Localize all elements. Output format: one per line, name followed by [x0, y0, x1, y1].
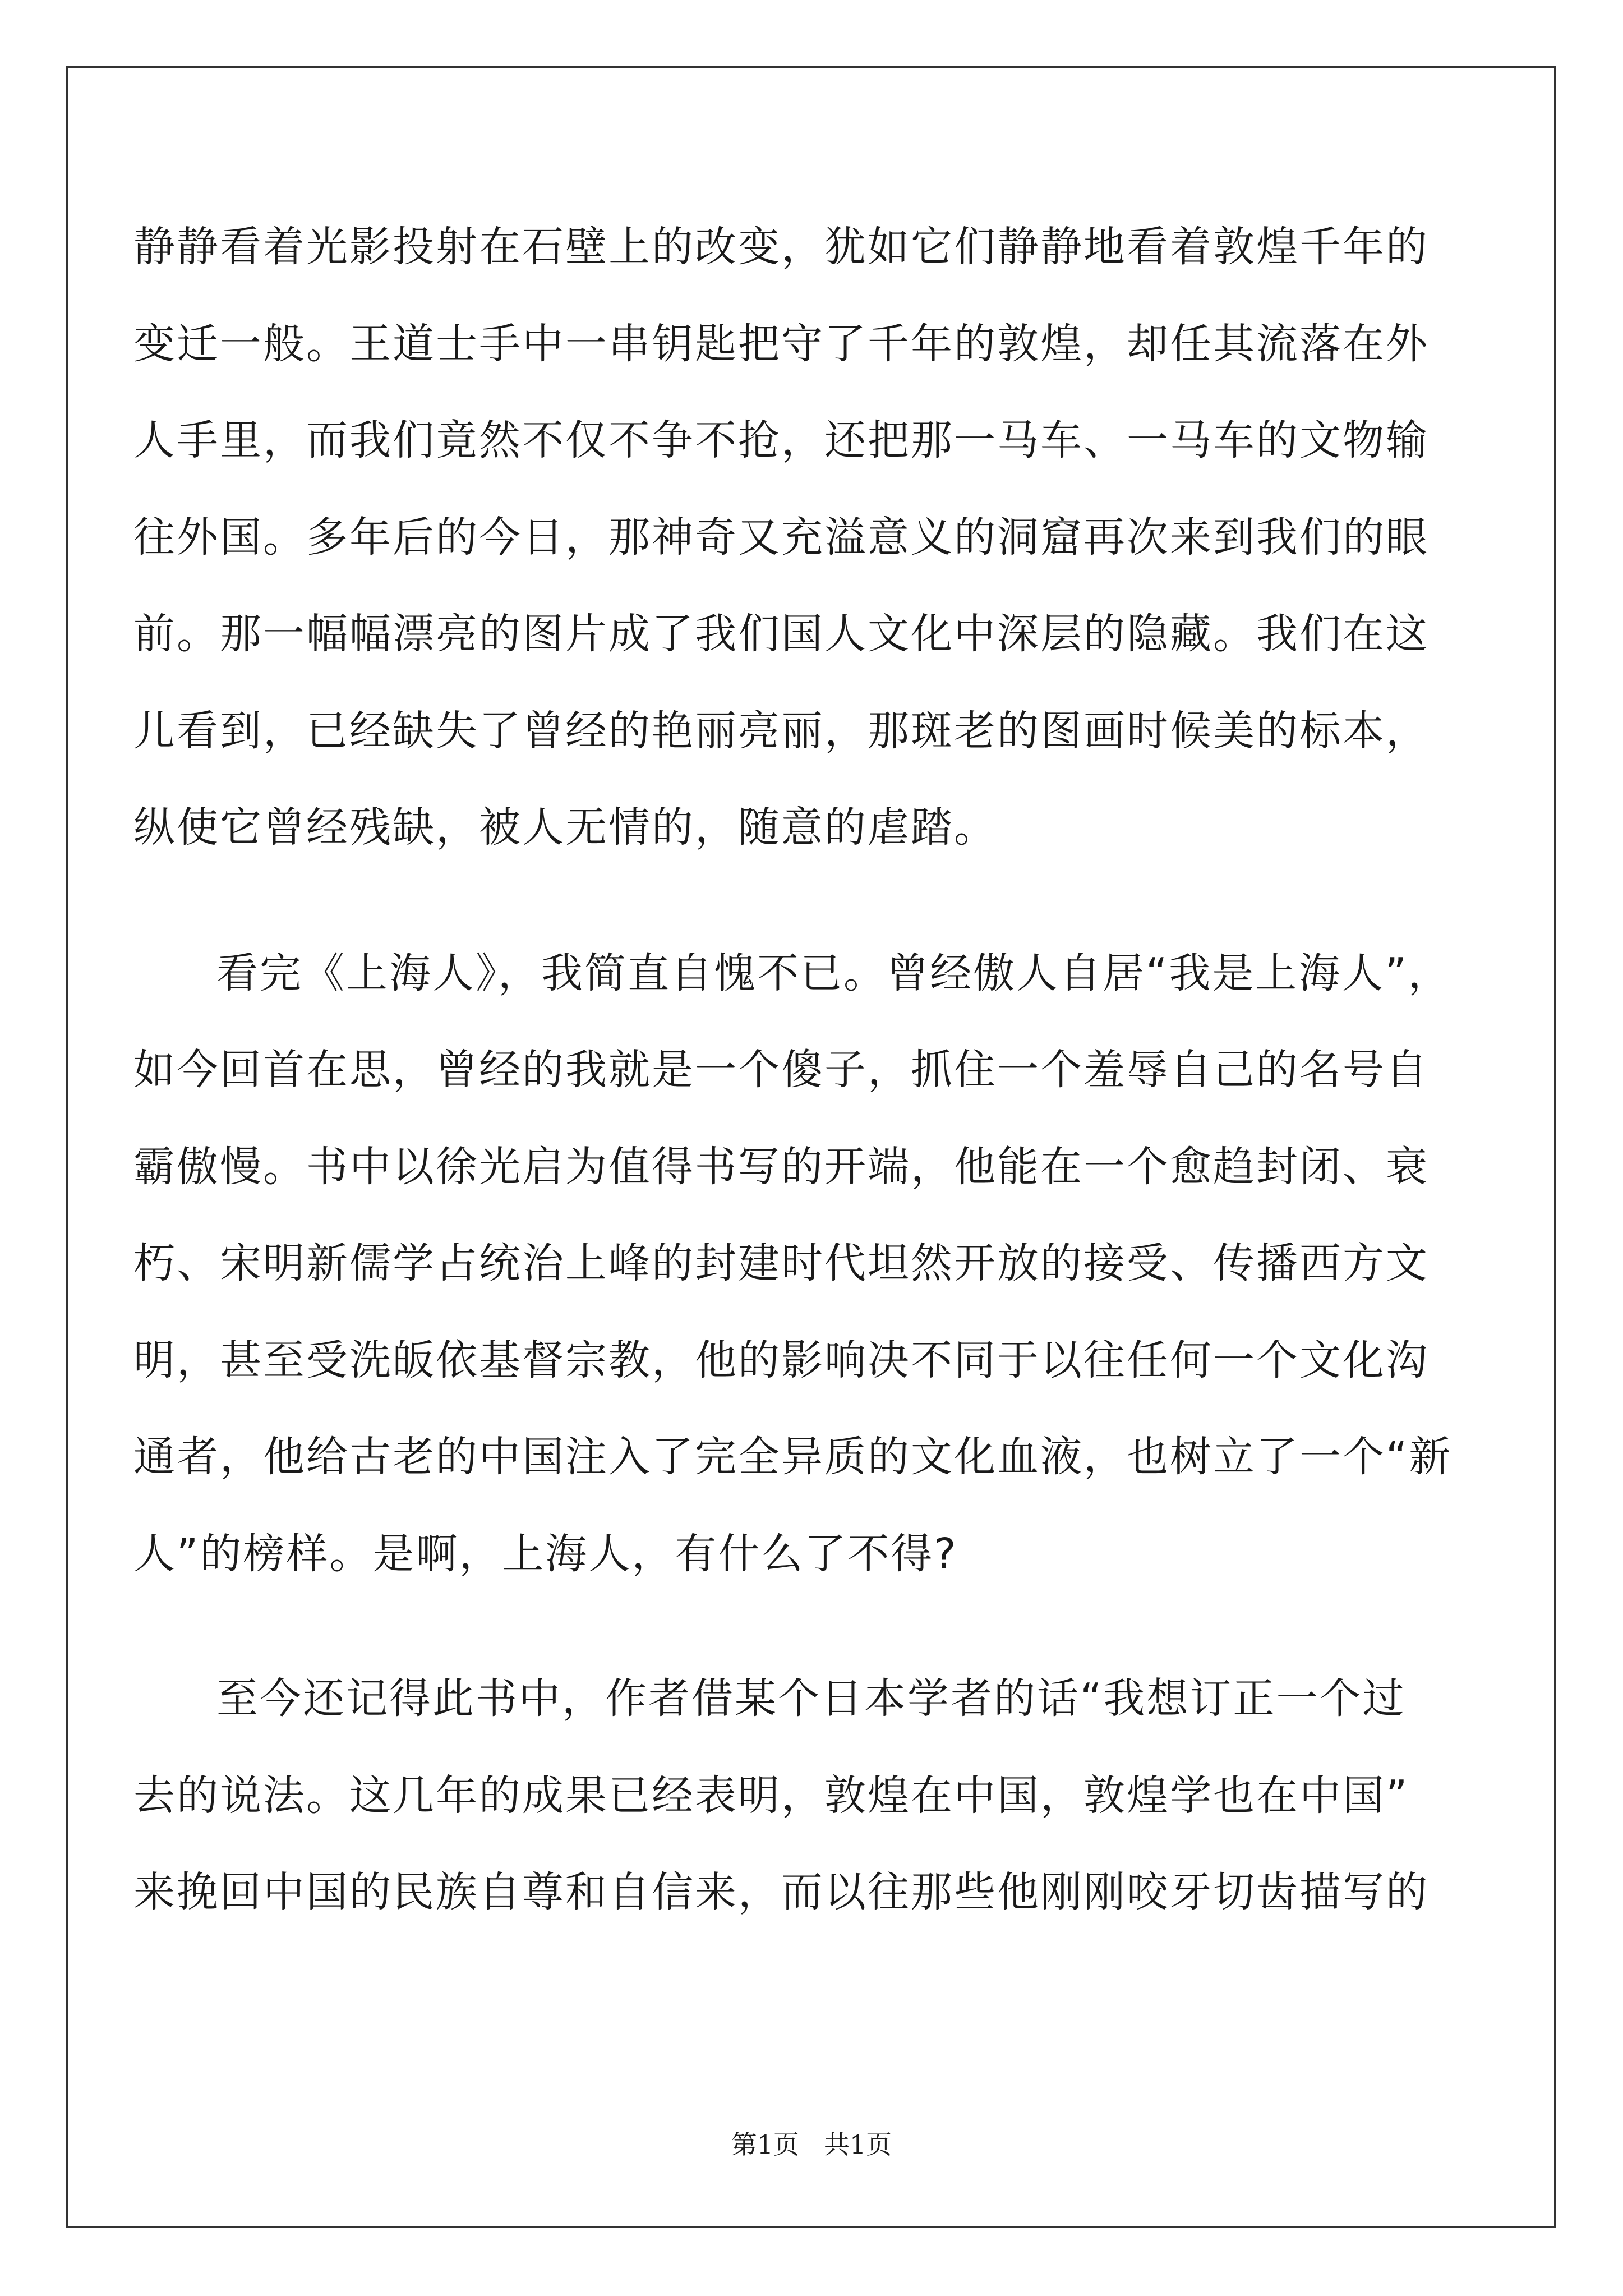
text-line: 通者，他给古老的中国注入了完全异质的文化血液，也树立了一个“新 [133, 1433, 1453, 1481]
page-number: 第1页 [731, 2129, 800, 2160]
paragraph-start-line: 至今还记得此书中，作者借某个日本学者的话“我想订正一个过 [216, 1674, 1406, 1723]
text-line: 去的说法。这几年的成果已经表明，敦煌在中国，敦煌学也在中国” [133, 1772, 1409, 1820]
page-footer [0, 2129, 1623, 2160]
text-line: 儿看到，已经缺失了曾经的艳丽亮丽，那斑老的图画时候美的标本， [133, 707, 1429, 755]
text-line: 前。那一幅幅漂亮的图片成了我们国人文化中深层的隐藏。我们在这 [133, 610, 1429, 658]
page-total: 共1页 [823, 2129, 892, 2160]
text-line: 纵使它曾经残缺，被人无情的，随意的虐踏。 [133, 803, 997, 852]
text-line: 人”的榜样。是啊，上海人，有什么了不得? [133, 1530, 958, 1578]
text-line: 霸傲慢。书中以徐光启为值得书写的开端，他能在一个愈趋封闭、衰 [133, 1143, 1429, 1191]
text-line: 往外国。多年后的今日，那神奇又充溢意义的洞窟再次来到我们的眼 [133, 513, 1429, 562]
text-line: 朽、宋明新儒学占统治上峰的封建时代坦然开放的接受、传播西方文 [133, 1239, 1429, 1287]
text-line: 来挽回中国的民族自尊和自信来，而以往那些他刚刚咬牙切齿描写的 [133, 1868, 1429, 1916]
paragraph-start-line: 看完《上海人》，我简直自愧不已。曾经傲人自居“我是上海人”， [216, 949, 1451, 997]
text-line: 变迁一般。王道士手中一串钥匙把守了千年的敦煌，却任其流落在外 [133, 320, 1429, 368]
text-line: 如今回首在思，曾经的我就是一个傻子，抓住一个羞辱自己的名号自 [133, 1046, 1429, 1094]
text-line: 静静看着光影投射在石壁上的改变，犹如它们静静地看着敦煌千年的 [133, 223, 1429, 271]
text-line: 明，甚至受洗皈依基督宗教，他的影响决不同于以往任何一个文化沟 [133, 1336, 1429, 1384]
text-line: 人手里，而我们竟然不仅不争不抢，还把那一马车、一马车的文物输 [133, 416, 1429, 464]
